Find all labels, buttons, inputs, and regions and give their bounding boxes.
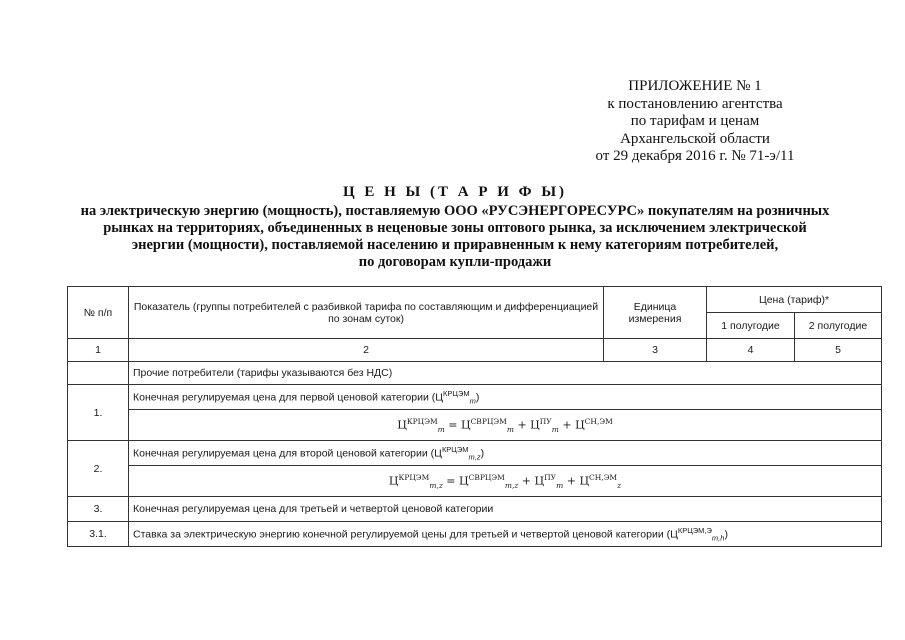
formula-row (68, 410, 882, 441)
appendix-block (540, 78, 850, 166)
appendix-line: Архангельской области (620, 130, 770, 147)
empty-cell (68, 362, 129, 385)
header-num: № п/п (68, 287, 129, 339)
section-label: Прочие потребители (тарифы указываются без НДС) (129, 362, 882, 385)
title-line: рынках на территориях, объединенных в неценовые зоны оптового рынка, за исключением электрической (103, 220, 807, 236)
row-num: 3.1. (68, 522, 129, 547)
header-unit: Единица измерения (604, 287, 707, 339)
col-number: 4 (707, 339, 795, 362)
row-num: 3. (68, 497, 129, 522)
row-num: 1. (68, 385, 129, 441)
formula-second-category: $Ц^{КРЦЭМ}_{m,z} = Ц^{СВРЦЭМ}_{m,z} + Ц^{ПУ}_m + Ц^{СН,ЭМ}_z$ (129, 466, 882, 497)
appendix-line: от 29 декабря 2016 г. № 71-э/11 (595, 148, 795, 164)
col-number: 5 (795, 339, 882, 362)
table-row (68, 441, 882, 466)
table-row (68, 385, 882, 410)
table-row (68, 522, 882, 547)
row-label: Конечная регулируемая цена для второй ценовой категории $(Ц^{КРЦЭМ}_{m,z})$ (129, 441, 882, 466)
appendix-line: к постановлению агентства (607, 95, 783, 112)
formula-first-category: $Ц^{КРЦЭМ}_m = Ц^{СВРЦЭМ}_m + Ц^{ПУ}_m + Ц^{СН,ЭМ}$ (129, 410, 882, 441)
row-label: Ставка за электрическую энергию конечной регулируемой цены для третьей и четвертой ценовой категории $(Ц^{КРЦЭМ,Э}_{m,h})$ (129, 522, 882, 547)
row-num: 2. (68, 441, 129, 497)
col-number: 1 (68, 339, 129, 362)
col-number: 2 (129, 339, 604, 362)
tariff-table (67, 286, 882, 547)
header-price: Цена (тариф)* (707, 287, 882, 313)
row-label: Конечная регулируемая цена для третьей и четвертой ценовой категории (129, 497, 882, 522)
title-line: по договорам купли-продажи (358, 254, 552, 270)
row-label: Конечная регулируемая цена для первой ценовой категории $(Ц^{КРЦЭМ}_m)$ (129, 385, 882, 410)
title-main: Ц Е Н Ы (Т А Р И Ф Ы) (342, 184, 568, 200)
document-title (60, 184, 850, 271)
formula-row (68, 466, 882, 497)
header-indicator: Показатель (группы потребителей с разбивкой тарифа по составляющим и дифференциацией по зонам суток) (129, 287, 604, 339)
header-half2: 2 полугодие (795, 313, 882, 339)
title-line: на электрическую энергию (мощность), поставляемую ООО «РУСЭНЕРГОРЕСУРС» покупателям на розничных (80, 203, 830, 219)
table-row (68, 497, 882, 522)
column-number-row (68, 339, 882, 362)
table-header-row (68, 287, 882, 313)
col-number: 3 (604, 339, 707, 362)
appendix-line: ПРИЛОЖЕНИЕ № 1 (628, 78, 762, 94)
appendix-line: по тарифам и ценам (630, 113, 760, 129)
header-half1: 1 полугодие (707, 313, 795, 339)
section-row (68, 362, 882, 385)
title-line: энергии (мощности), поставляемой населению и приравненным к нему категориям потребителей, (131, 237, 779, 253)
